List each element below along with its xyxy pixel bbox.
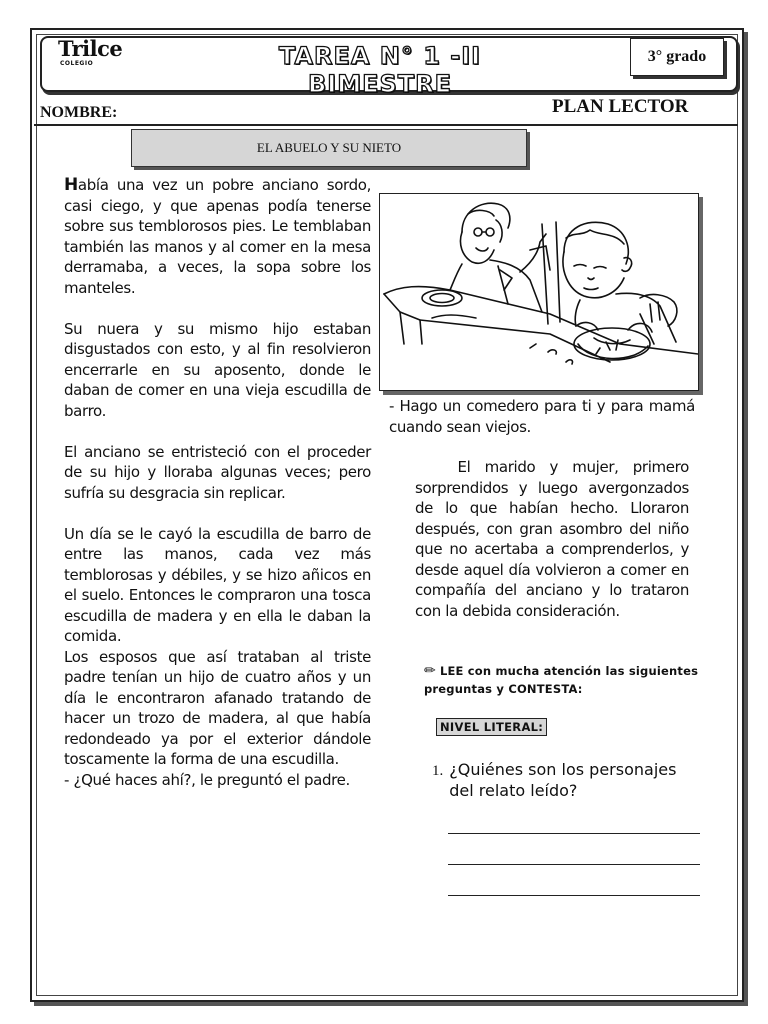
story-title-box (131, 129, 527, 167)
illustration-drawing (380, 194, 698, 390)
story-paragraph: - ¿Qué haces ahí?, le preguntó el padre. (64, 770, 350, 789)
question-text: ¿Quiénes son los personajes del relato leído? (449, 760, 677, 800)
story-paragraph: Los esposos que así trataban al triste padre tenían un hijo de cuatro años y un día le encontraron afanado tratando de hacer un trozo de madera, al que había redondeado ya por el exterior dándole toscamente la forma de una escudilla. (64, 647, 371, 768)
answer-line[interactable] (448, 895, 700, 896)
logo-subtitle: COLEGIO (60, 60, 94, 67)
story-paragraph (64, 175, 371, 298)
paragraph-text: abía una vez un pobre anciano sordo, casi ciego, y que apenas podía tenerse sobre sus temblorosos pies. Le temblaban también las manos y al comer en la mesa derramaba, a veces, la sopa sobre los manteles. (64, 176, 371, 297)
story-right-column (415, 457, 689, 621)
question-number: 1. (432, 763, 444, 779)
name-label: NOMBRE: (40, 104, 118, 121)
worksheet-title: TAREA N° 1 -II BIMESTRE (278, 42, 482, 98)
question-1 (432, 759, 712, 801)
grandfather-and-grandson-eating-illustration (379, 193, 699, 391)
story-left-column (64, 175, 371, 790)
story-dialogue: - Hago un comedero para ti y para mamá cuando sean viejos. (389, 397, 695, 436)
grade-badge (630, 38, 724, 76)
section-title: PLAN LECTOR (552, 96, 689, 117)
story-paragraph: El marido y mujer, primero sorprendidos y luego avergonzados de lo que habían hecho. Lloraron después, con gran asombro del niño que no acertaba a comprenderlos, y desde aquel día volvieron a comer en compañía del anciano y lo trataron con la debida consideración. (415, 458, 689, 620)
instruction-label: LEE con mucha atención las siguientes preguntas y CONTESTA: (424, 664, 699, 696)
drop-letter: H (64, 175, 78, 195)
story-paragraph: Un día se le cayó la escudilla de barro de entre las manos, cada vez más temblorosas y débiles, y se hizo añicos en el suelo. Entonces le compraron una tosca escudilla de madera y en ella le daban la comida. (64, 524, 371, 645)
story-paragraph: Su nuera y su mismo hijo estaban disgustados con esto, y al fin resolvieron encerrarle en su aposento, donde le daban de comer en una vieja escudilla de barro. (64, 319, 371, 420)
story-paragraph (415, 458, 458, 476)
logo-wordmark: Trilce (58, 36, 123, 61)
answer-line[interactable] (448, 833, 700, 834)
story-title: EL ABUELO Y SU NIETO (256, 140, 402, 155)
level-badge: NIVEL LITERAL: (436, 718, 547, 736)
pencil-icon: ✏ (424, 663, 436, 679)
answer-line[interactable] (448, 864, 700, 865)
header-divider (34, 124, 738, 126)
story-paragraph: El anciano se entristeció con el proceder de su hijo y lloraba algunas veces; pero sufría su desgracia sin replicar. (64, 442, 371, 502)
grade-label: 3° grado (647, 48, 707, 65)
instruction-text (424, 662, 734, 698)
school-logo (58, 38, 128, 74)
